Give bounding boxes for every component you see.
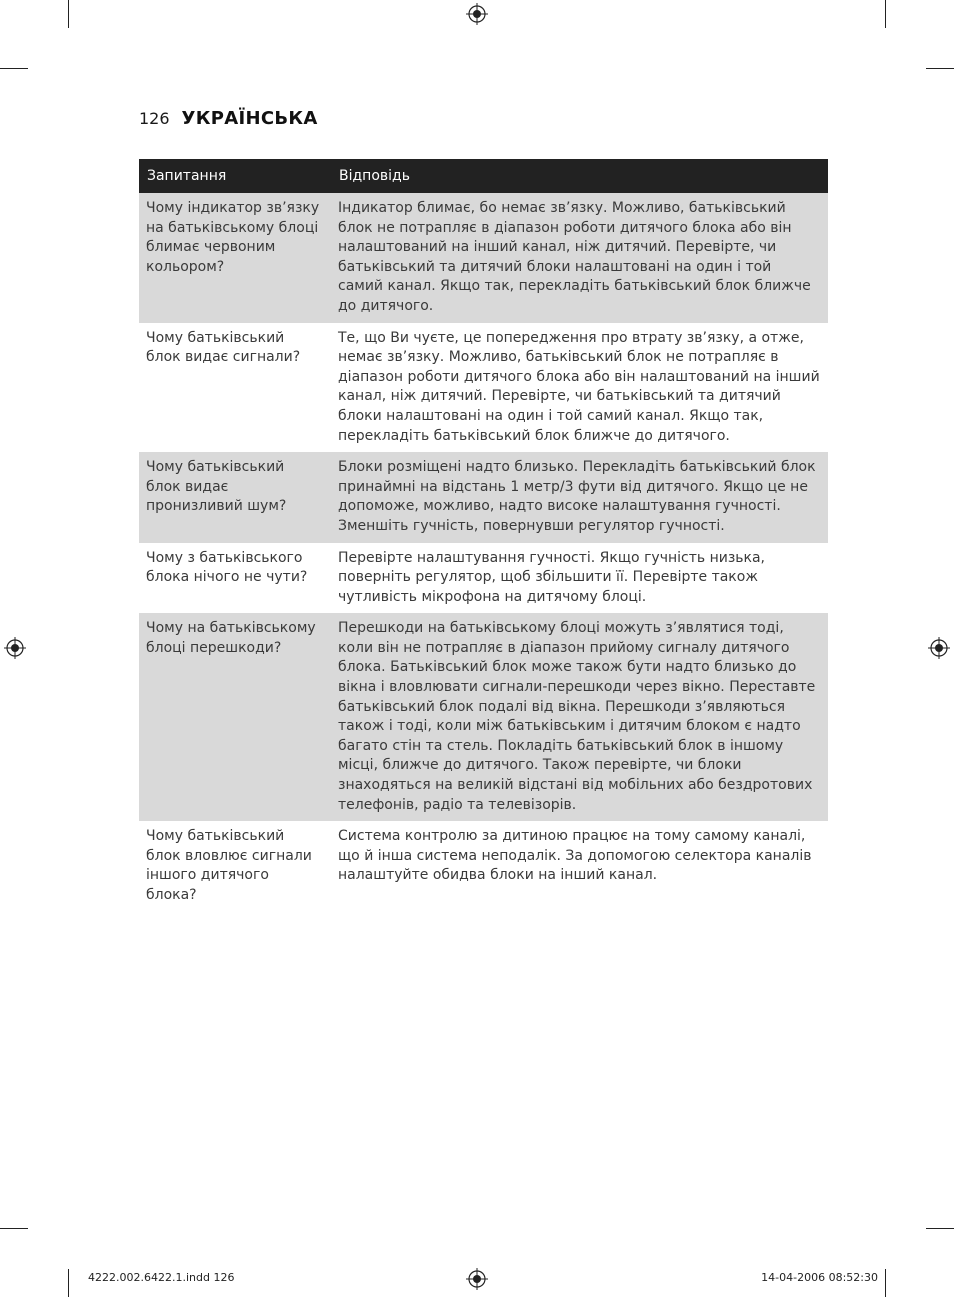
- page-number: 126: [139, 109, 170, 128]
- crop-mark: [68, 1269, 69, 1297]
- registration-mark-icon: [466, 3, 488, 25]
- table-header-row: [139, 159, 828, 193]
- answer-cell: Те, що Ви чуєте, це попередження про втрату зв’язку, а отже, немає зв’язку. Можливо, батьківський блок не потрапляє в діапазон роботи дитячого блока або він налаштований на інший канал, ніж дитячий. Перевірте, чи батьківський та дитячий блоки налаштовані на один і той самий канал. Якщо так, перекладіть батьківський блок ближче до дитячого.: [338, 329, 820, 444]
- registration-mark-icon: [928, 637, 950, 659]
- column-header-question: Запитання: [139, 159, 331, 193]
- question-cell: Чому індикатор зв’язку на батьківському блоці блимає червоним кольором?: [139, 193, 331, 323]
- registration-mark-icon: [4, 637, 26, 659]
- footer-datetime: 14-04-2006 08:52:30: [761, 1271, 878, 1284]
- registration-mark-icon: [466, 1268, 488, 1290]
- table-row: [139, 613, 828, 821]
- table-row: [139, 543, 828, 614]
- table-row: [139, 821, 828, 911]
- column-header-answer: Відповідь: [331, 159, 828, 193]
- crop-mark: [926, 68, 954, 69]
- crop-mark: [885, 0, 886, 28]
- crop-mark: [0, 68, 28, 69]
- table-row: [139, 452, 828, 542]
- answer-cell: Блоки розміщені надто близько. Перекладіть батьківський блок принаймні на відстань 1 метр/3 фути від дитячого. Якщо це не допоможе, можливо, надто високе налаштування гучності. Зменшіть гучність, повернувши регулятор гучності.: [331, 452, 828, 542]
- crop-mark: [0, 1228, 28, 1229]
- answer-cell: Система контролю за дитиною працює на тому самому каналі, що й інша система неподалік. За допомогою селектора каналів налаштуйте обидва блоки на інший канал.: [338, 828, 812, 884]
- answer-cell: Перешкоди на батьківському блоці можуть з’являтися тоді, коли він не потрапляє в діапазон прийому сигналу дитячого блока. Батьківський блок може також бути надто близько до вікна і вловлювати сигнали-перешкоди через вікно. Переставте батьківський блок подалі від вікна. Перешкоди з’являються також і тоді, коли між батьківським і дитячим блоком є надто багато стін та стель. Покладіть батьківський блок в іншому місці, ближче до дитячого. Також перевірте, чи блоки знаходяться на великій відстані від мобільних або бездротових телефонів, радіо та телевізорів.: [331, 613, 828, 821]
- page-header: [139, 108, 318, 132]
- table-row: [139, 193, 828, 323]
- crop-mark: [885, 1269, 886, 1297]
- answer-cell: Індикатор блимає, бо немає зв’язку. Можливо, батьківський блок не потрапляє в діапазон роботи дитячого блока або він налаштований на інший канал, ніж дитячий. Перевірте, чи батьківський та дитячий блоки налаштовані на один і той самий канал. Якщо так, перекладіть батьківський блок ближче до дитячого.: [331, 193, 828, 323]
- page-language-title: УКРАЇНСЬКА: [181, 108, 318, 129]
- table-row: [139, 323, 828, 453]
- question-cell: Чому на батьківському блоці перешкоди?: [139, 613, 331, 821]
- question-cell: Чому з батьківського блока нічого не чути?: [146, 549, 308, 586]
- question-cell: Чому батьківський блок видає пронизливий шум?: [139, 452, 331, 542]
- question-cell: Чому батьківський блок вловлює сигнали іншого дитячого блока?: [146, 828, 312, 903]
- answer-cell: Перевірте налаштування гучності. Якщо гучність низька, поверніть регулятор, щоб збільшити її. Перевірте також чутливість мікрофона на дитячому блоці.: [338, 549, 766, 605]
- crop-mark: [926, 1228, 954, 1229]
- troubleshooting-table: [139, 159, 828, 912]
- question-cell: Чому батьківський блок видає сигнали?: [146, 329, 301, 366]
- crop-mark: [68, 0, 69, 28]
- footer-file-info: 4222.002.6422.1.indd 126: [88, 1271, 235, 1284]
